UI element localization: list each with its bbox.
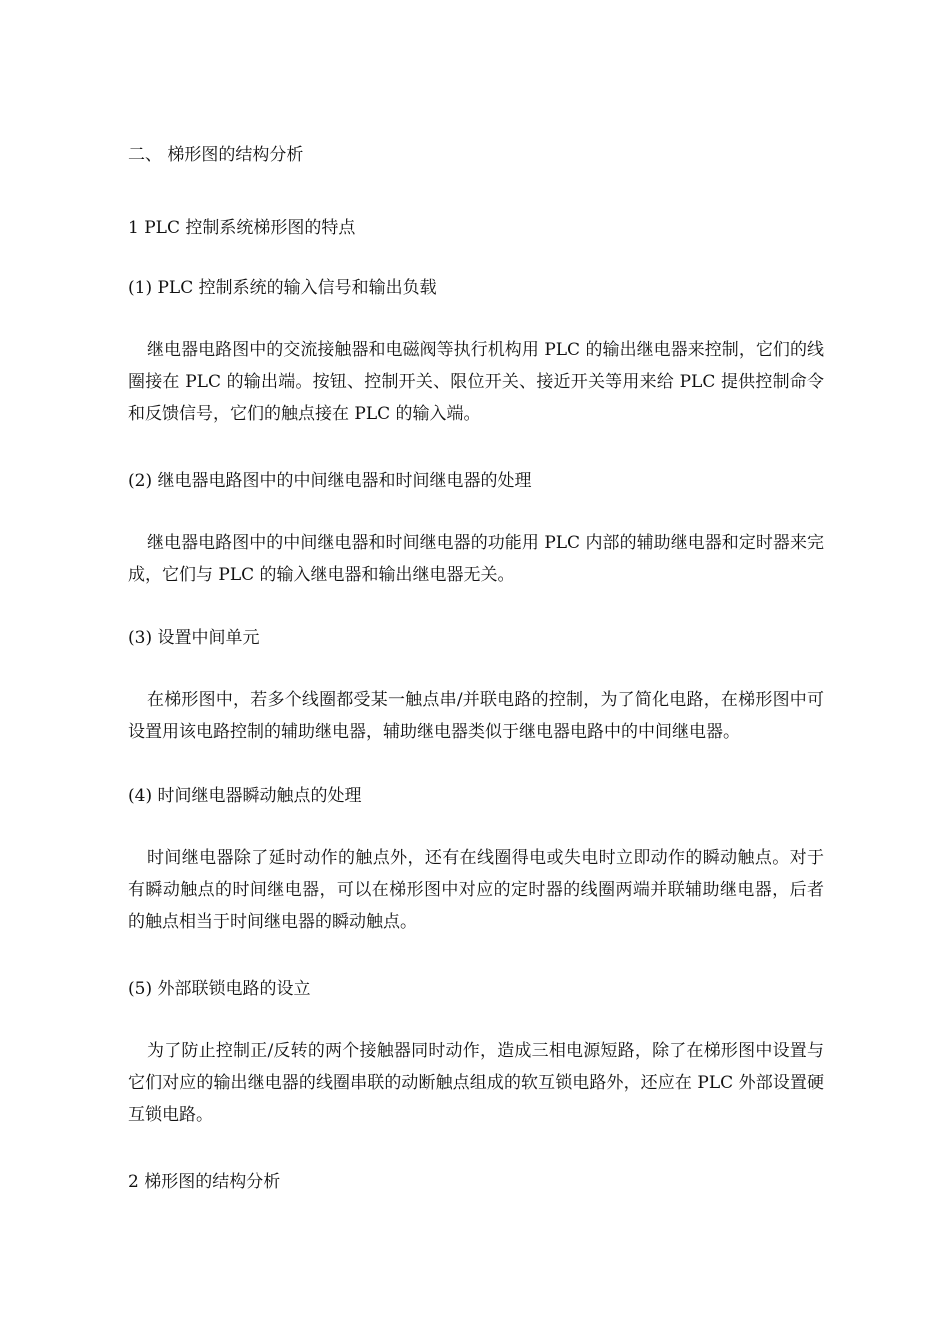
item-body-paragraph: 时间继电器除了延时动作的触点外，还有在线圈得电或失电时立即动作的瞬动触点。对于有瞬动触点的时间继电器，可以在梯形图中对应的定时器的线圈两端并联辅助继电器，后者的触点相当于时间继电器的瞬动触点。 [128,848,824,932]
item-heading: (4) 时间继电器瞬动触点的处理 [128,786,362,806]
item-heading: (3) 设置中间单元 [128,628,260,648]
item-body-paragraph: 继电器电路图中的中间继电器和时间继电器的功能用 PLC 内部的辅助继电器和定时器来完成，它们与 PLC 的输入继电器和输出继电器无关。 [128,533,824,585]
item-heading: (2) 继电器电路图中的中间继电器和时间继电器的处理 [128,471,532,491]
item-body-paragraph: 继电器电路图中的交流接触器和电磁阀等执行机构用 PLC 的输出继电器来控制，它们的线圈接在 PLC 的输出端。按钮、控制开关、限位开关、接近开关等用来给 PLC 提供控制命令和反馈信号，它们的触点接在 PLC 的输入端。 [128,340,824,424]
subsection-heading: 2 梯形图的结构分析 [128,1172,281,1192]
subsection-heading: 1 PLC 控制系统梯形图的特点 [128,218,356,238]
item-body-paragraph: 在梯形图中，若多个线圈都受某一触点串/并联电路的控制，为了简化电路，在梯形图中可设置用该电路控制的辅助继电器，辅助继电器类似于继电器电路中的中间继电器。 [128,690,824,742]
section-heading: 二、 梯形图的结构分析 [128,145,304,165]
item-body-paragraph: 为了防止控制正/反转的两个接触器同时动作，造成三相电源短路，除了在梯形图中设置与它们对应的输出继电器的线圈串联的动断触点组成的软互锁电路外，还应在 PLC 外部设置硬互锁电路。 [128,1041,824,1125]
item-heading: (1) PLC 控制系统的输入信号和输出负载 [128,278,437,298]
item-heading: (5) 外部联锁电路的设立 [128,979,311,999]
